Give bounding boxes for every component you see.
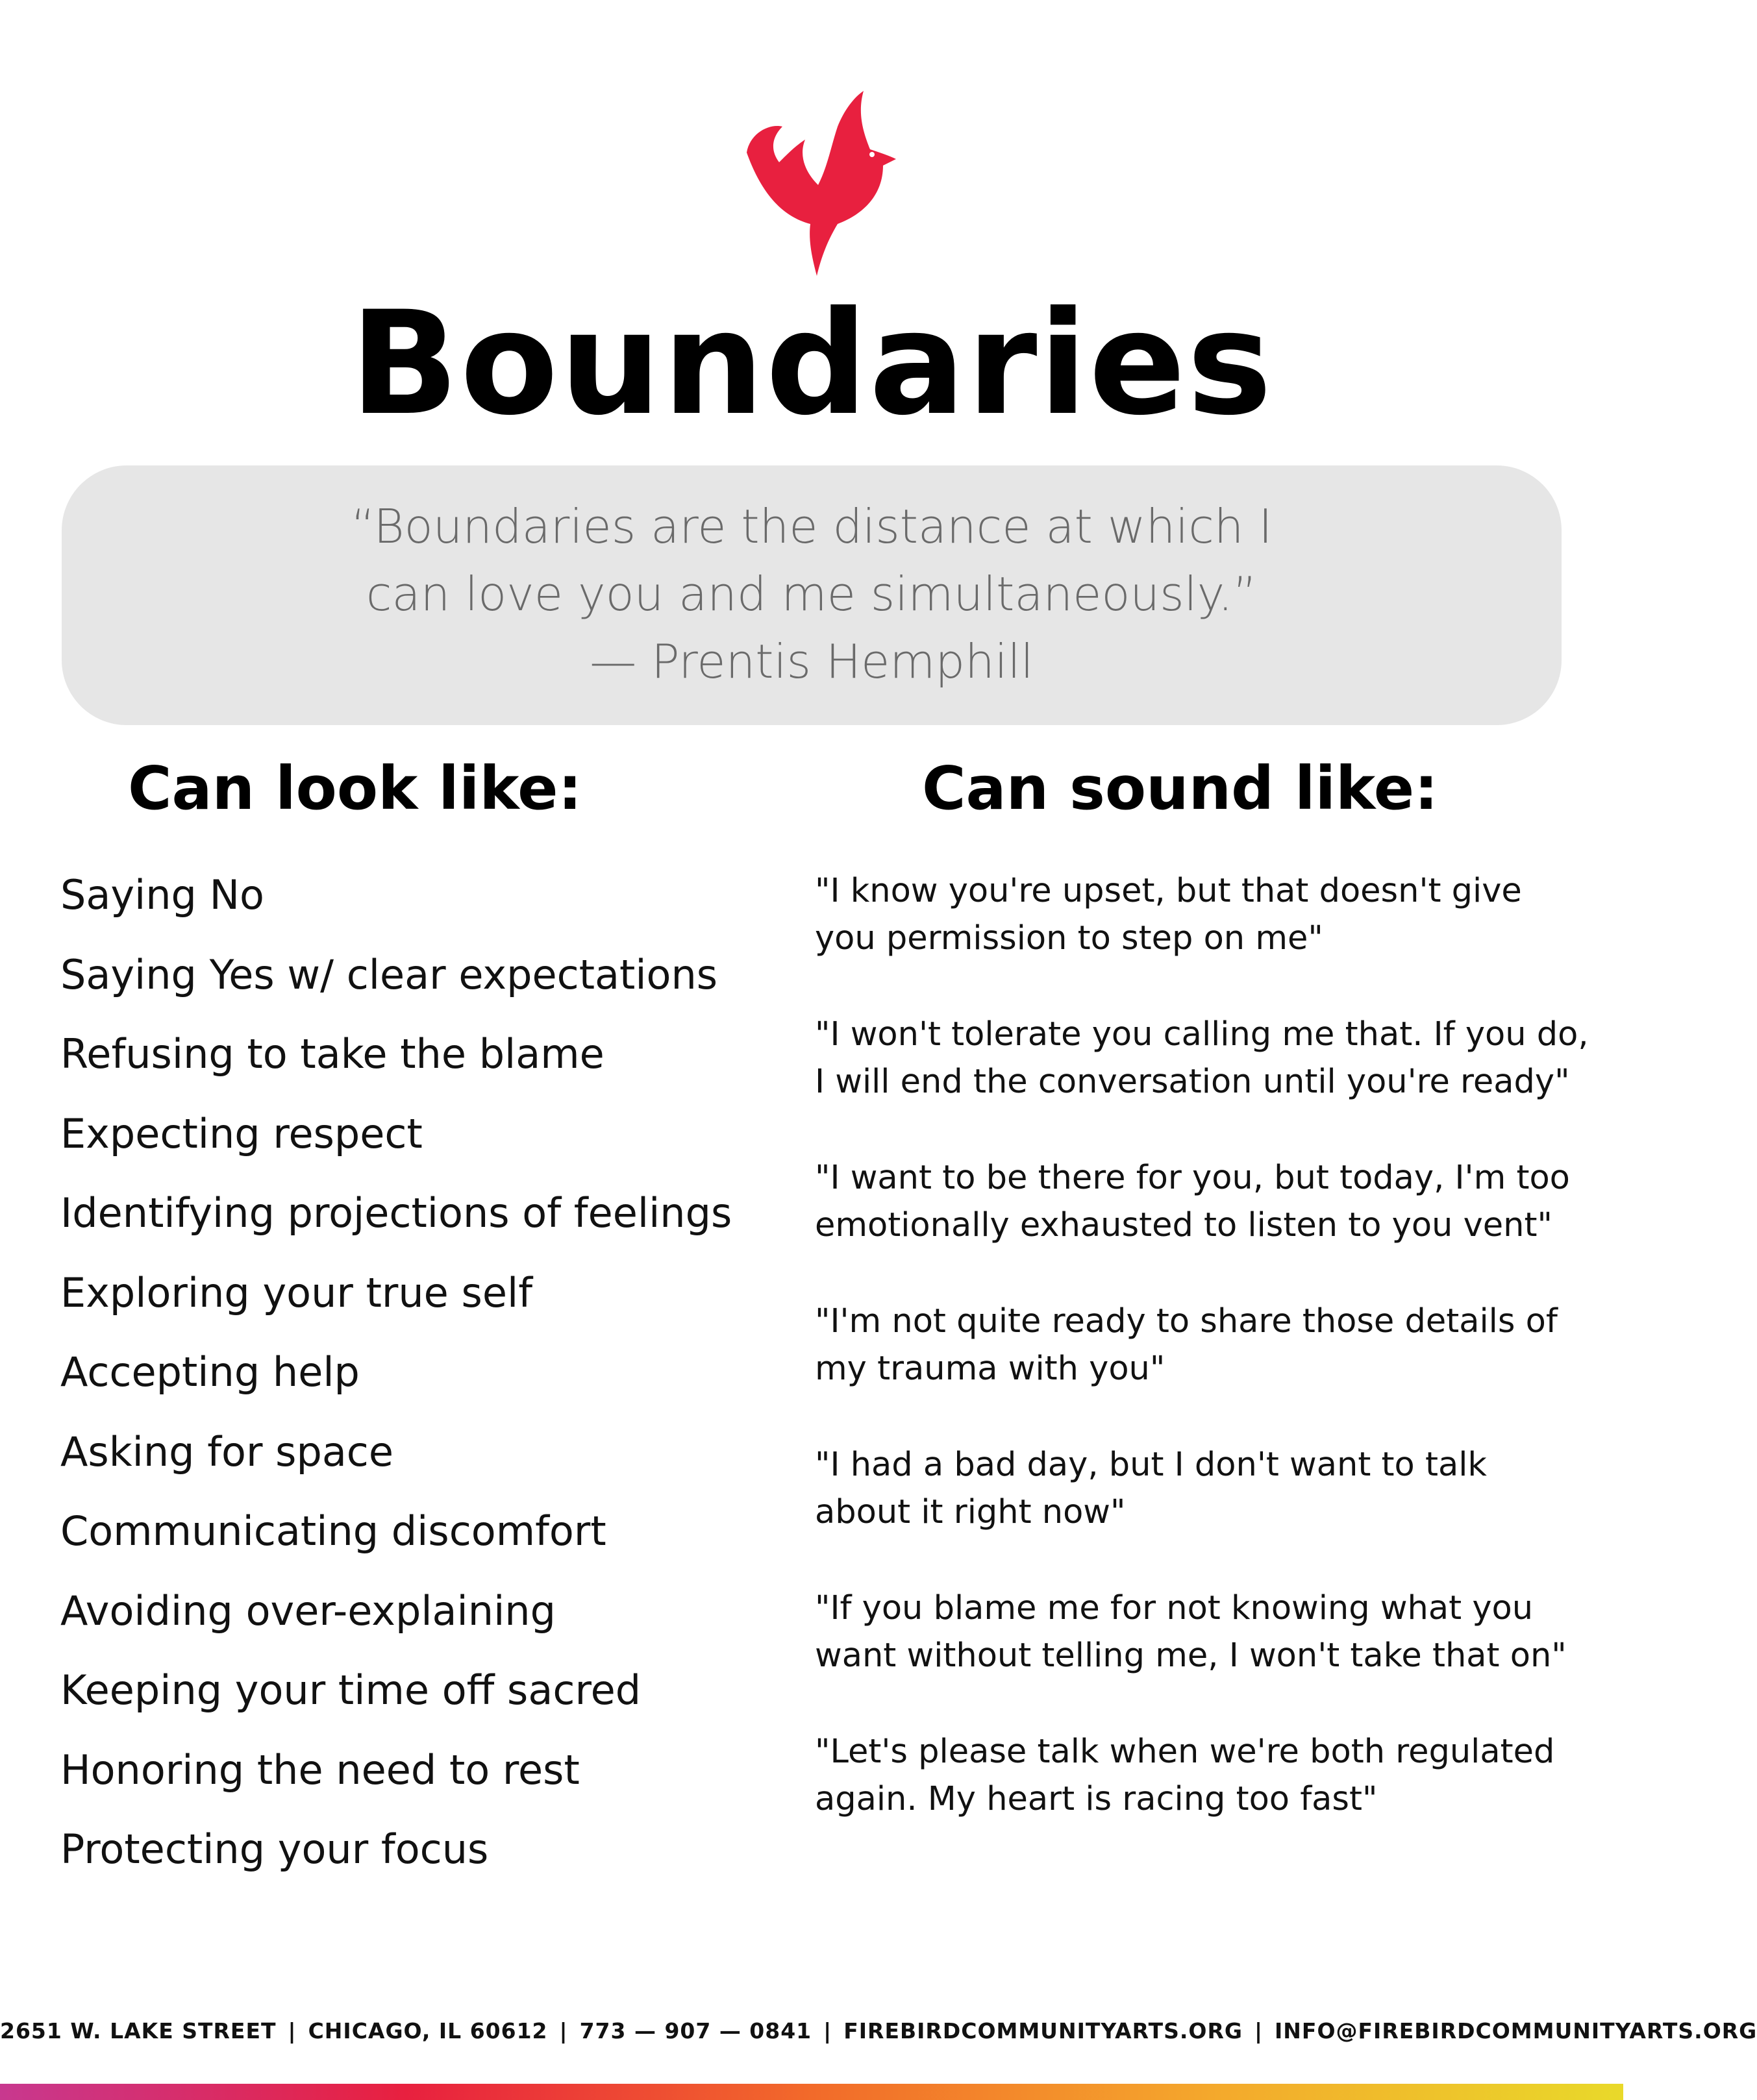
footer-contact bbox=[0, 2015, 1757, 2047]
list-item bbox=[815, 1441, 1601, 1585]
footer-phone: 773 — 907 — 0841 bbox=[579, 2018, 812, 2044]
list-item: Honoring the need to rest bbox=[60, 1746, 580, 1794]
list-item: Saying No bbox=[60, 871, 264, 919]
quote-text bbox=[62, 493, 1562, 695]
phrase-line-1: "I want to be there for you, but today, I'm too bbox=[815, 1159, 1570, 1197]
phrase-line-1: "I had a bad day, but I don't want to talk bbox=[815, 1446, 1487, 1484]
phrase-line-2: again. My heart is racing too fast" bbox=[815, 1780, 1378, 1818]
quote-line-1: “Boundaries are the distance at which I bbox=[351, 499, 1273, 554]
list-item: Exploring your true self bbox=[60, 1268, 533, 1316]
phrase-line-1: "I won't tolerate you calling me that. If you do, bbox=[815, 1015, 1589, 1054]
sound-like-list bbox=[815, 867, 1601, 1871]
firebird-logo-icon bbox=[734, 88, 896, 276]
footer-separator: | bbox=[288, 2018, 297, 2044]
phrase-line-2: emotionally exhausted to listen to you vent" bbox=[815, 1206, 1552, 1244]
list-item: Identifying projections of feelings bbox=[60, 1189, 732, 1237]
list-item: Saying Yes w/ clear expectations bbox=[60, 950, 718, 998]
phrase-line-2: my trauma with you" bbox=[815, 1350, 1165, 1388]
phrase-line-2: I will end the conversation until you're ready" bbox=[815, 1063, 1570, 1101]
phrase-line-2: about it right now" bbox=[815, 1493, 1126, 1531]
page-title: Boundaries bbox=[349, 280, 1274, 447]
footer-separator: | bbox=[823, 2018, 832, 2044]
phrase-line-2: you permission to step on me" bbox=[815, 919, 1323, 957]
look-like-list bbox=[60, 856, 732, 1890]
footer-separator: | bbox=[1254, 2018, 1264, 2044]
list-item: Accepting help bbox=[60, 1348, 360, 1396]
list-item: Communicating discomfort bbox=[60, 1507, 606, 1555]
list-item bbox=[815, 1011, 1601, 1154]
list-item: Avoiding over-explaining bbox=[60, 1587, 556, 1635]
footer-city: CHICAGO, IL 60612 bbox=[308, 2018, 548, 2044]
list-item bbox=[815, 1298, 1601, 1441]
phrase-line-1: "Let's please talk when we're both regulated bbox=[815, 1733, 1555, 1771]
look-like-heading: Can look like: bbox=[128, 754, 582, 823]
list-item: Expecting respect bbox=[60, 1109, 423, 1157]
phrase-line-2: want without telling me, I won't take that on" bbox=[815, 1637, 1567, 1675]
phrase-line-1: "I'm not quite ready to share those details of bbox=[815, 1302, 1558, 1340]
footer-website[interactable]: FIREBIRDCOMMUNITYARTS.ORG bbox=[843, 2018, 1243, 2044]
list-item: Refusing to take the blame bbox=[60, 1030, 604, 1078]
list-item bbox=[815, 867, 1601, 1011]
quote-line-2: can love you and me simultaneously.” bbox=[366, 567, 1258, 621]
quote-attribution: — Prentis Hemphill bbox=[590, 634, 1034, 689]
sound-like-heading: Can sound like: bbox=[922, 754, 1438, 823]
list-item bbox=[815, 1585, 1601, 1728]
list-item bbox=[815, 1728, 1601, 1871]
footer-address: 2651 W. LAKE STREET bbox=[0, 2018, 277, 2044]
list-item: Asking for space bbox=[60, 1427, 394, 1476]
footer-gradient-bar bbox=[0, 2084, 1623, 2100]
list-item bbox=[815, 1154, 1601, 1298]
footer-email[interactable]: INFO@FIREBIRDCOMMUNITYARTS.ORG bbox=[1275, 2018, 1757, 2044]
footer-separator: | bbox=[559, 2018, 568, 2044]
list-item: Protecting your focus bbox=[60, 1825, 489, 1873]
quote-box bbox=[62, 465, 1562, 725]
list-item: Keeping your time off sacred bbox=[60, 1666, 642, 1714]
phrase-line-1: "If you blame me for not knowing what you bbox=[815, 1589, 1534, 1627]
phrase-line-1: "I know you're upset, but that doesn't give bbox=[815, 872, 1522, 910]
